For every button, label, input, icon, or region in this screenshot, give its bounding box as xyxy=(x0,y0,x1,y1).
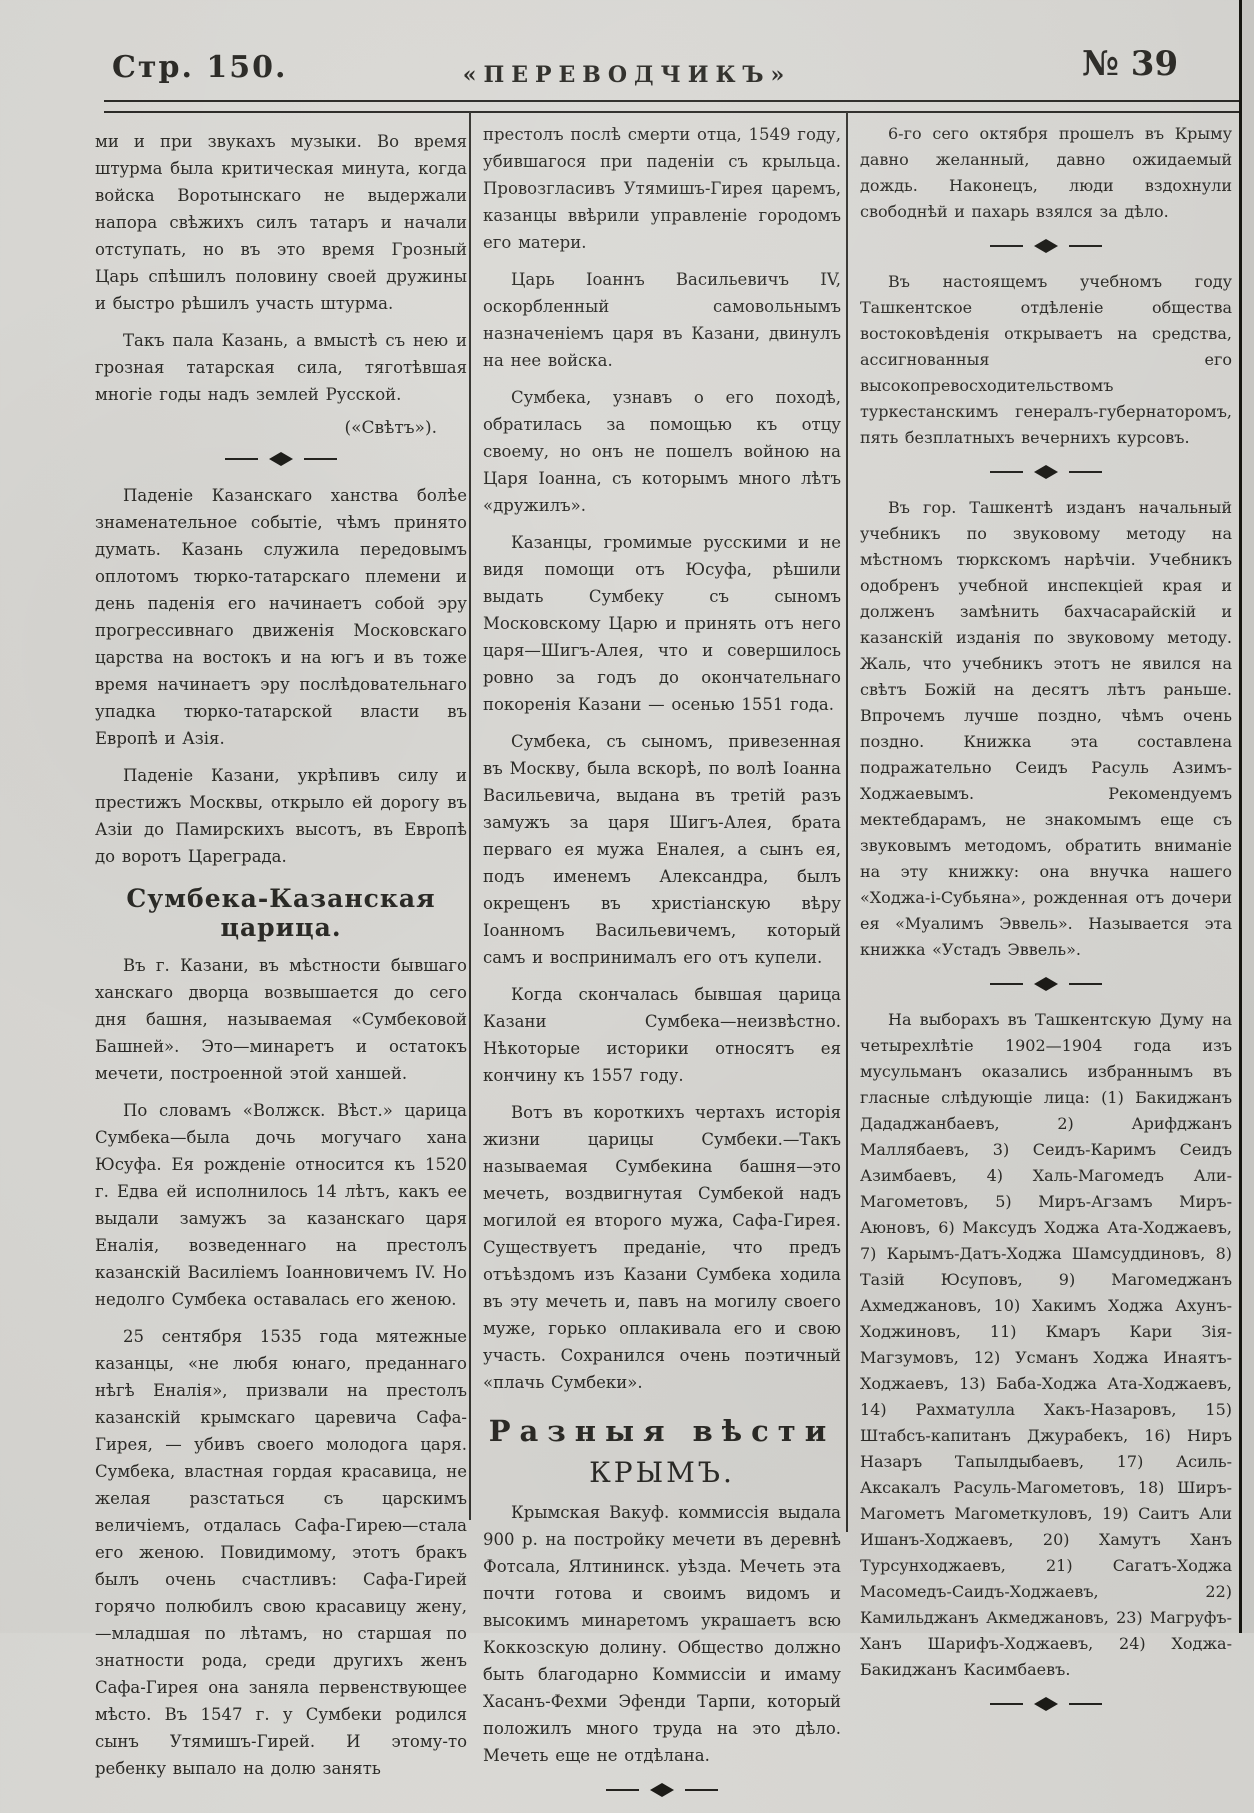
divider-ornament xyxy=(483,1783,841,1797)
divider-ornament xyxy=(95,452,467,466)
source-byline: («Свѣтъ»). xyxy=(344,418,437,438)
header-double-rule xyxy=(104,100,1240,113)
paragraph: Сумбека, узнавъ о его походѣ, обратилась за помощью къ отцу своему, но онъ не пошелъ войною на Царя Іоанна, съ которымъ много лѣтъ «дружилъ». xyxy=(483,388,841,515)
text-column-1 xyxy=(95,128,467,1792)
paragraph: 25 сентября 1535 года мятежные казанцы, «не любя юнаго, преданнаго нѣгѣ Еналія», призвали на престолъ казанскій крымскаго царевича Сафа-Гирея, — убивъ своего молодога царя. Сумбека, властная гордая красавица, не желая разстаться съ царскимъ величіемъ, отдалась Сафа-Гирею—стала его женою. Повидимому, этотъ бракъ былъ очень счастливъ: Сафа-Гирей горячо полюбилъ свою красавицу жену,—младшая по лѣтамъ, но старшая по знатности рода, среди другихъ женъ Сафа-Гирея она заняла первенствующее мѣсто. Въ 1547 г. у Сумбеки родился сынъ Утямишъ-Гирей. И этому-то ребенку выпало на долю занять xyxy=(95,1327,467,1778)
paragraph: Крымская Вакуф. коммиссія выдала 900 р. на постройку мечети въ деревнѣ Фотсала, Ялтининск. уѣзда. Мечеть эта почти готова и своимъ видомъ и высокимъ минаретомъ украшаетъ всю Коккозскую долину. Общество должно быть благодарно Коммиссіи и имаму Хасанъ-Фехми Эфенди Тарпи, который положилъ много труда на это дѣло. Мечеть еще не отдѣлана. xyxy=(483,1503,841,1765)
divider-ornament xyxy=(860,465,1232,479)
article-title: Сумбека-Казанская царица. xyxy=(126,884,436,942)
paragraph: Казанцы, громимые русскими и не видя помощи отъ Юсуфа, рѣшили выдать Сумбеку съ сыномъ Московскому Царю и принять отъ него царя—Шигъ-Алея, что и совершилось ровно за годъ до окончательнаго покоренія Казани — осенью 1551 года. xyxy=(483,533,841,714)
divider-dash xyxy=(1069,471,1102,474)
paragraph: Въ гор. Ташкентѣ изданъ начальный учебникъ по звуковому методу на мѣстномъ тюркскомъ нарѣчіи. Учебникъ одобренъ учебной инспекціей края и долженъ замѣнить бахчасарайскій и казанскій изданія по звуковому методу. Жаль, что учебникъ этотъ не явился на свѣтъ Божій на десятъ лѣтъ раньше. Впрочемъ лучше поздно, чѣмъ очень поздно. Книжка эта составлена подражательно Сеидъ Расуль Азимъ-Ходжаевымъ. Рекомендуемъ мектебдарамъ, не знакомымъ еще съ звуковымъ методомъ, обратить вниманіе на эту книжку: она внучка нашего «Ходжа-і-Субьяна», рожденная отъ дочери ея «Муалимъ Эввель». Называется эта книжка «Устадъ Эввель». xyxy=(860,498,1232,959)
divider-dash xyxy=(990,245,1023,248)
divider-dash xyxy=(685,1789,718,1792)
divider-ornament xyxy=(860,977,1232,991)
paragraph: 6-го сего октября прошелъ въ Крыму давно желанный, давно ожидаемый дождь. Наконецъ, люди вздохнули свободнѣй и пахарь взялся за дѣло. xyxy=(860,124,1232,221)
divider-dash xyxy=(1069,1703,1102,1706)
paragraph: Вотъ въ короткихъ чертахъ исторія жизни царицы Сумбеки.—Такъ называемая Сумбекина башня—это мечеть, воздвигнутая Сумбекой надъ могилой ея второго мужа, Сафа-Гирея. Существуетъ преданіе, что предъ отъѣздомъ изъ Казани Сумбека ходила въ эту мечеть и, павъ на могилу своего муже, горько оплакивала его и свою участь. Сохранился очень поэтичный «плачь Сумбеки». xyxy=(483,1103,841,1392)
divider-ornament xyxy=(860,1697,1232,1711)
paragraph: Въ г. Казани, въ мѣстности бывшаго ханскаго дворца возвышается до сего дня башня, называемая «Сумбековой Башней». Это—минаретъ и остатокъ мечети, построенной этой ханшей. xyxy=(95,956,467,1083)
divider-diamond-icon xyxy=(1034,1697,1058,1711)
paragraph: Сумбека, съ сыномъ, привезенная въ Москву, была вскорѣ, по волѣ Іоанна Васильевича, выдана въ третій разъ замужъ за царя Шигъ-Алея, брата перваго ея мужа Еналея, а сынъ ея, подъ именемъ Александра, былъ окрещенъ въ христіанскую вѣру Іоанномъ Васильевичемъ, который самъ и воспринималъ его отъ купели. xyxy=(483,732,841,967)
issue-number-label: № 39 xyxy=(1082,44,1179,84)
paragraph: ми и при звукахъ музыки. Во время штурма была критическая минута, когда войска Воротынскаго не выдержали напора свѣжихъ силъ татаръ и начали отступать, но въ это время Грозный Царь спѣшилъ половину своей дружины и быстро рѣшилъ участь штурма. xyxy=(95,132,467,313)
divider-dash xyxy=(990,1703,1023,1706)
divider-dash xyxy=(990,471,1023,474)
divider-diamond-icon xyxy=(1034,977,1058,991)
paragraph: По словамъ «Волжск. Вѣст.» царица Сумбека—была дочь могучаго хана Юсуфа. Ея рожденіе относится къ 1520 г. Едва ей исполнилось 14 лѣтъ, какъ ее выдали замужъ за казанскаго царя Еналія, возведеннаго на престолъ казанскій Василіемъ Іоанновичемъ IV. Но недолго Сумбека оставалась его женою. xyxy=(95,1101,467,1309)
text-column-2 xyxy=(483,121,841,1813)
paragraph: престолъ послѣ смерти отца, 1549 году, убившагося при паденіи съ крыльца. Провозгласивъ Утямишъ-Гирея царемъ, казанцы ввѣрили управленіе городомъ его матери. xyxy=(483,125,841,252)
divider-dash xyxy=(1069,983,1102,986)
masthead-title: «ПЕРЕВОДЧИКЪ» xyxy=(462,62,792,88)
column-divider-rule-1 xyxy=(469,112,471,1520)
paragraph: Царь Іоаннъ Васильевичъ IV, оскорбленный самовольнымъ назначеніемъ царя въ Казани, двинулъ на нее войска. xyxy=(483,270,841,370)
paragraph: Такъ пала Казань, а вмыстѣ съ нею и грозная татарская сила, тяготѣвшая многіе годы надъ землей Русской. xyxy=(95,331,467,404)
paragraph: Паденіе Казани, укрѣпивъ силу и престижъ Москвы, открыло ей дорогу въ Азіи до Памирскихъ высотъ, въ Европѣ до воротъ Цареграда. xyxy=(95,766,467,866)
divider-dash xyxy=(606,1789,639,1792)
divider-dash xyxy=(304,458,337,461)
divider-diamond-icon xyxy=(650,1783,674,1797)
paragraph: На выборахъ въ Ташкентскую Думу на четырехлѣтіе 1902—1904 года изъ мусульманъ оказались избраннымъ въ гласные слѣдующіе лица: (1) Бакиджанъ Дададжанбаевъ, 2) Арифджанъ Маллябаевъ, 3) Сеидъ-Каримъ Сеидъ Азимбаевъ, 4) Халь-Магомедъ Али-Магометовъ, 5) Миръ-Агзамъ Миръ-Аюновъ, 6) Максудъ Ходжа Ата-Ходжаевъ, 7) Карымъ-Датъ-Ходжа Шамсуддиновъ, 8) Тазій Юсуповъ, 9) Магомеджанъ Ахмеджановъ, 10) Хакимъ Ходжа Ахунъ-Ходжиновъ, 11) Кмаръ Кари Зія-Магзумовъ, 12) Усманъ Ходжа Инаятъ-Ходжаевъ, 13) Баба-Ходжа Ата-Ходжаевъ, 14) Рахматулла Хакъ-Назаровъ, 15) Штабсъ-капитанъ Джурабекъ, 16) Ниръ Назаръ Тапылдыбаевъ, 17) Асиль-Аксакалъ Расуль-Магометовъ, 18) Ширъ-Магометъ Магометкуловъ, 19) Саитъ Али Ишанъ-Ходжаевъ, 20) Хамутъ Ханъ Турсунходжаевъ, 21) Сагатъ-Ходжа Масомедъ-Саидъ-Ходжаевъ, 22) Камильджанъ Акмеджановъ, 23) Магруфъ-Ханъ Шарифъ-Ходжаевъ, 24) Ходжа-Бакиджанъ Касимбаевъ. xyxy=(860,1010,1232,1679)
paragraph: Паденіе Казанскаго ханства болѣе знаменательное событіе, чѣмъ принято думать. Казань служила передовымъ оплотомъ тюрко-татарскаго племени и день паденія его начинаетъ собой эру прогрессивнаго движенія Московскаго царства на востокъ и на югъ и въ тоже время начинаетъ эру послѣдовательнаго упадка тюрко-татарской власти въ Европѣ и Азія. xyxy=(95,486,467,748)
divider-dash xyxy=(1069,245,1102,248)
region-title: КРЫМЪ. xyxy=(589,1456,735,1489)
divider-diamond-icon xyxy=(1034,239,1058,253)
paragraph: Когда скончалась бывшая царица Казани Сумбека—неизвѣстно. Нѣкоторые историки относятъ ея кончину къ 1557 году. xyxy=(483,985,841,1085)
adjacent-page-strip xyxy=(1242,0,1254,1633)
section-title: Разныя вѣсти xyxy=(488,1414,836,1448)
page-number-label: Стр. 150. xyxy=(112,50,288,85)
text-column-3 xyxy=(860,121,1232,1727)
column-divider-rule-2 xyxy=(846,112,848,1532)
divider-dash xyxy=(225,458,258,461)
divider-diamond-icon xyxy=(269,452,293,466)
divider-ornament xyxy=(860,239,1232,253)
paragraph: Въ настоящемъ учебномъ году Ташкентское отдѣленіе общества востоковѣденія открываетъ на средства, ассигнованныя его высокопревосходительствомъ туркестанскимъ генералъ-губернаторомъ, пять безплатныхъ вечернихъ курсовъ. xyxy=(860,272,1232,447)
divider-diamond-icon xyxy=(1034,465,1058,479)
divider-dash xyxy=(990,983,1023,986)
